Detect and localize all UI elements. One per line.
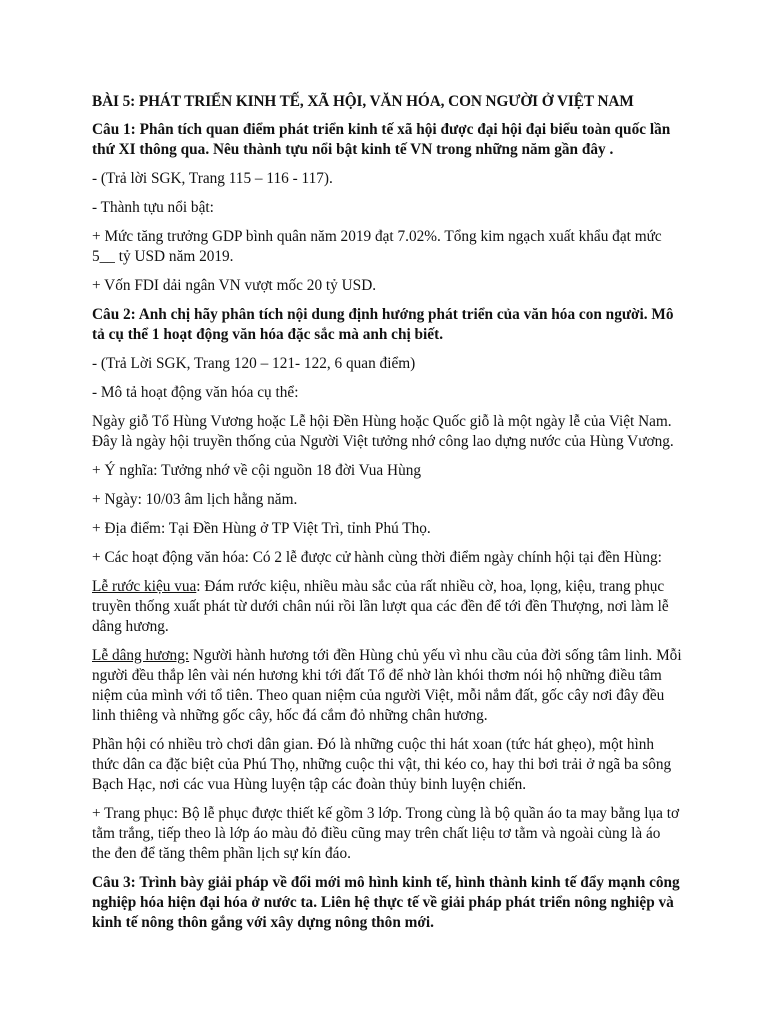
procession-label: Lễ rước kiệu vua — [92, 578, 197, 595]
q2-meaning: + Ý nghĩa: Tưởng nhớ về cội nguồn 18 đời Vua Hùng — [92, 462, 422, 479]
incense-text: Người hành hương tới đền Hùng chủ yếu vì nhu cầu của đời sống tâm linh. Mỗi người đều thắp lên vài nén hương khi tới đất Tổ để nhờ làn khói thơm nói hộ những điều tâm niệm của mình với tổ tiên. Theo quan niệm của người Việt, mỗi nắm đất, gốc cây nơi đây đều linh thiêng và những gốc cây, hốc đá cắm đỏ những chân hương. — [92, 647, 682, 724]
q2-intro-paragraph: Ngày giỗ Tổ Hùng Vương hoặc Lễ hội Đền Hùng hoặc Quốc giỗ là một ngày lễ của Việt Nam. Đây là ngày hội truyền thống của Người Việt tưởng nhớ công lao dựng nước của Hùng Vương. — [92, 413, 674, 450]
q1-achievements-heading: - Thành tựu nổi bật: — [92, 199, 214, 216]
q2-festival-paragraph: Phần hội có nhiều trò chơi dân gian. Đó là những cuộc thi hát xoan (tức hát ghẹo), một hình thức dân ca đặc biệt của Phú Thọ, những cuộc thi vật, thi kéo co, hay thi bơi trải ở ngã ba sông Bạch Hạc, nơi các vua Hùng luyện tập các đoàn thủy binh luyện chiến. — [92, 736, 672, 793]
q1-achievement-gdp: + Mức tăng trưởng GDP bình quân năm 2019 đạt 7.02%. Tổng kim ngạch xuất khẩu đạt mức 5__ tỷ USD năm 2019. — [92, 228, 662, 265]
question-3: Câu 3: Trình bày giải pháp về đổi mới mô hình kinh tế, hình thành kinh tế đẩy mạnh công nghiệp hóa hiện đại hóa ở nước ta. Liên hệ thực tế về giải pháp phát triển nông nghiệp và kinh tế nông thôn gắng với xây dựng nông thôn mới. — [92, 874, 680, 931]
incense-label: Lễ dâng hương: — [92, 647, 190, 664]
procession-text: : Đám rước kiệu, nhiều màu sắc của rất nhiều cờ, hoa, lọng, kiệu, trang phục truyền thống xuất phát từ dưới chân núi rồi lần lượt qua các đền để tới đền Thượng, nơi làm lễ dâng hương. — [92, 578, 669, 635]
q2-describe-heading: - Mô tả hoạt động văn hóa cụ thể: — [92, 384, 299, 401]
q2-incense-paragraph — [92, 646, 682, 726]
q2-place: + Địa điểm: Tại Đền Hùng ở TP Việt Trì, tỉnh Phú Thọ. — [92, 520, 431, 537]
q2-activities: + Các hoạt động văn hóa: Có 2 lễ được cử hành cùng thời điểm ngày chính hội tại đền Hùng: — [92, 549, 662, 566]
lesson-title: BÀI 5: PHÁT TRIỂN KINH TẾ, XÃ HỘI, VĂN HÓA, CON NGƯỜI Ở VIỆT NAM — [92, 93, 634, 110]
question-1: Câu 1: Phân tích quan điểm phát triển kinh tế xã hội được đại hội đại biểu toàn quốc lần thứ XI thông qua. Nêu thành tựu nổi bật kinh tế VN trong những năm gần đây . — [92, 121, 671, 158]
document-page — [92, 92, 682, 942]
q2-costume-paragraph: + Trang phục: Bộ lễ phục được thiết kế gồm 3 lớp. Trong cùng là bộ quần áo ta may bằng lụa tơ tằm trắng, tiếp theo là lớp áo màu đỏ điều cũng may trên chất liệu tơ tằm và ngoài cùng là áo the đen để tăng thêm phần lịch sự kín đáo. — [92, 805, 680, 862]
q2-reference: - (Trả Lời SGK, Trang 120 – 121- 122, 6 quan điểm) — [92, 355, 416, 372]
q2-procession-paragraph — [92, 577, 682, 637]
q2-date: + Ngày: 10/03 âm lịch hằng năm. — [92, 491, 298, 508]
q1-reference: - (Trả lời SGK, Trang 115 – 116 - 117). — [92, 170, 333, 187]
q1-achievement-fdi: + Vốn FDI dải ngân VN vượt mốc 20 tỷ USD. — [92, 277, 377, 294]
question-2: Câu 2: Anh chị hãy phân tích nội dung định hướng phát triển của văn hóa con người. Mô tả cụ thể 1 hoạt động văn hóa đặc sắc mà anh chị biết. — [92, 306, 674, 343]
